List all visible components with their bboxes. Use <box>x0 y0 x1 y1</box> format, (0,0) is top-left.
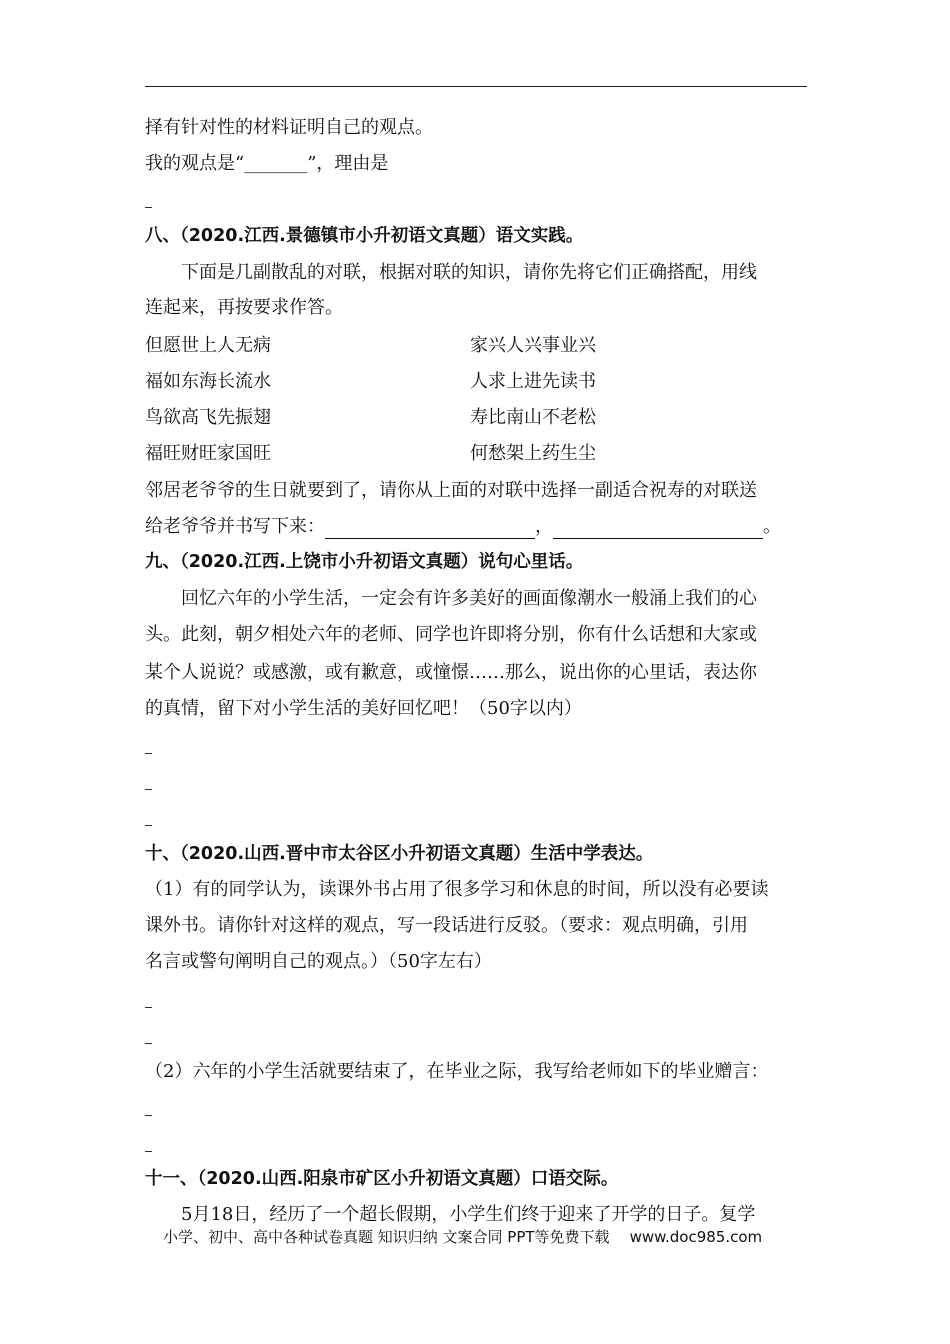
answer-blank <box>145 753 152 754</box>
text-line: 5月18日，经历了一个超长假期，小学生们终于迎来了开学的日子。复学 <box>181 1204 756 1225</box>
footer <box>163 1226 762 1247</box>
text-line: （1）有的同学认为，读课外书占用了很多学习和休息的时间，所以没有必要读 <box>145 879 769 900</box>
couplet-left: 福旺财旺家国旺 <box>145 443 271 464</box>
couplet-left: 福如东海长流水 <box>145 371 271 392</box>
couplet-answer-blank-1[interactable] <box>325 520 535 539</box>
answer-blank <box>145 1151 152 1152</box>
text-line: 下面是几副散乱的对联，根据对联的知识，请你先将它们正确搭配，用线 <box>181 262 757 283</box>
answer-blank <box>145 825 152 826</box>
question-10-heading: 十、（2020.山西.晋中市太谷区小升初语文真题）生活中学表达。 <box>145 844 654 864</box>
text-line: 课外书。请你针对这样的观点，写一段话进行反驳。（要求：观点明确，引用 <box>145 915 748 936</box>
comma: ， <box>535 516 553 537</box>
text-line <box>145 515 781 539</box>
text-line: 名言或警句阐明自己的观点。）（50字左右） <box>145 951 492 972</box>
question-11-heading: 十一、（2020.山西.阳泉市矿区小升初语文真题）口语交际。 <box>145 1169 619 1189</box>
text-line: 的真情，留下对小学生活的美好回忆吧！（50字以内） <box>145 698 582 719</box>
question-8-heading: 八、（2020.江西.景德镇市小升初语文真题）语文实践。 <box>145 226 584 246</box>
answer-blank <box>145 207 152 208</box>
period: 。 <box>763 516 781 537</box>
answer-blank <box>145 1115 152 1116</box>
text-line: 回忆六年的小学生活，一定会有许多美好的画面像潮水一般涌上我们的心 <box>181 588 757 609</box>
text-line: （2）六年的小学生活就要结束了，在毕业之际，我写给老师如下的毕业赠言： <box>145 1061 769 1082</box>
text-line: 某个人说说？或感激，或有歉意，或憧憬……那么，说出你的心里话，表达你 <box>145 662 757 683</box>
couplet-left: 鸟欲高飞先振翅 <box>145 407 271 428</box>
text-line: 连起来，再按要求作答。 <box>145 297 343 318</box>
answer-blank <box>145 1043 152 1044</box>
couplet-right: 何愁架上药生尘 <box>470 443 596 464</box>
question-9-heading: 九、（2020.江西.上饶市小升初语文真题）说句心里话。 <box>145 552 584 572</box>
text-line: 择有针对性的材料证明自己的观点。 <box>145 117 433 138</box>
header-rule <box>145 86 807 87</box>
text-line: 我的观点是“_______”，理由是 <box>145 153 389 174</box>
couplet-right: 家兴人兴事业兴 <box>470 335 596 356</box>
answer-blank <box>145 1007 152 1008</box>
footer-url[interactable]: www.doc985.com <box>629 1228 763 1246</box>
couplet-left: 但愿世上人无病 <box>145 335 271 356</box>
text-line: 邻居老爷爷的生日就要到了，请你从上面的对联中选择一副适合祝寿的对联送 <box>145 480 757 501</box>
answer-blank <box>145 789 152 790</box>
task-prefix: 给老爷爷并书写下来： <box>145 516 325 537</box>
couplet-answer-blank-2[interactable] <box>553 520 763 539</box>
footer-text: 小学、初中、高中各种试卷真题 知识归纳 文案合同 PPT等免费下载 <box>163 1228 610 1246</box>
couplet-right: 人求上进先读书 <box>470 371 596 392</box>
couplet-right: 寿比南山不老松 <box>470 407 596 428</box>
text-line: 头。此刻，朝夕相处六年的老师、同学也许即将分别，你有什么话想和大家或 <box>145 624 757 645</box>
